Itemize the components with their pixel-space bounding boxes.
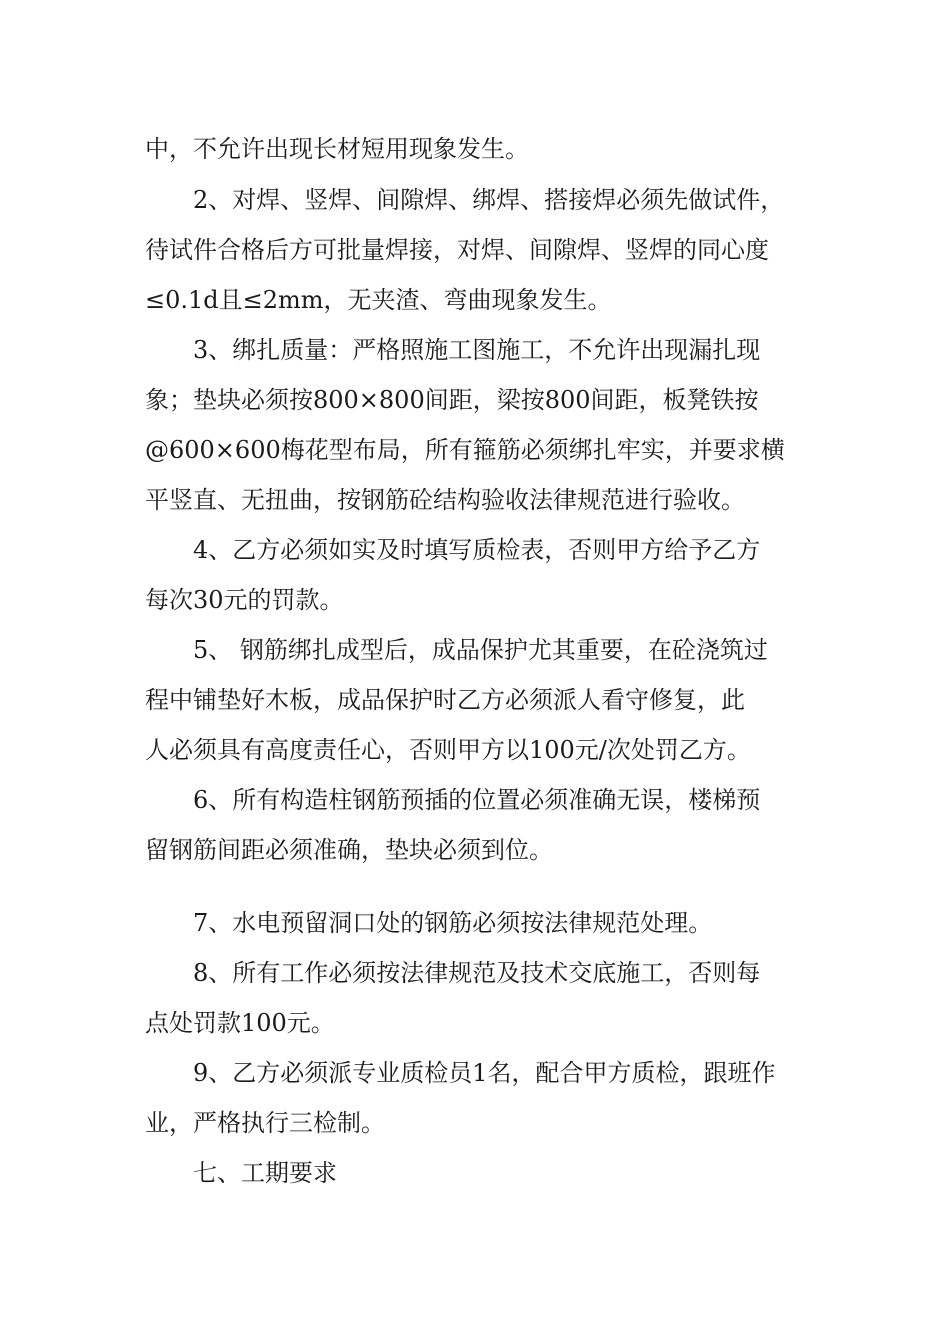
text-line: 8、所有工作必须按法律规范及技术交底施工，否则每 xyxy=(193,959,761,987)
section-heading: 七、工期要求 xyxy=(193,1159,337,1187)
text-line: 点处罚款100元。 xyxy=(145,1009,335,1037)
text-line: 程中铺垫好木板，成品保护时乙方必须派人看守修复，此 xyxy=(145,686,745,714)
text-line: 7、水电预留洞口处的钢筋必须按法律规范处理。 xyxy=(193,909,713,937)
text-line: 9、乙方必须派专业质检员1名，配合甲方质检，跟班作 xyxy=(193,1059,776,1087)
text-line: 待试件合格后方可批量焊接，对焊、间隙焊、竖焊的同心度 xyxy=(145,236,769,264)
text-line: @600×600梅花型布局，所有箍筋必须绑扎牢实，并要求横 xyxy=(145,436,785,464)
text-line: 2、对焊、竖焊、间隙焊、绑焊、搭接焊必须先做试件， xyxy=(193,186,785,214)
text-line: 中，不允许出现长材短用现象发生。 xyxy=(145,135,529,163)
text-line: 象；垫块必须按800×800间距，梁按800间距，板凳铁按 xyxy=(145,386,759,414)
text-line: 6、所有构造柱钢筋预插的位置必须准确无误，楼梯预 xyxy=(193,786,761,814)
text-line: 留钢筋间距必须准确，垫块必须到位。 xyxy=(145,836,553,864)
text-line: 5、 钢筋绑扎成型后，成品保护尤其重要，在砼浇筑过 xyxy=(193,636,768,664)
text-line: ≤0.1d且≤2mm，无夹渣、弯曲现象发生。 xyxy=(145,286,612,314)
text-line: 3、绑扎质量：严格照施工图施工，不允许出现漏扎现 xyxy=(193,336,761,364)
text-line: 人必须具有高度责任心，否则甲方以100元/次处罚乙方。 xyxy=(145,736,751,764)
text-line: 4、乙方必须如实及时填写质检表，否则甲方给予乙方 xyxy=(193,536,761,564)
text-line: 业，严格执行三检制。 xyxy=(145,1109,385,1137)
text-line: 平竖直、无扭曲，按钢筋砼结构验收法律规范进行验收。 xyxy=(145,486,745,514)
text-line: 每次30元的罚款。 xyxy=(145,586,344,614)
